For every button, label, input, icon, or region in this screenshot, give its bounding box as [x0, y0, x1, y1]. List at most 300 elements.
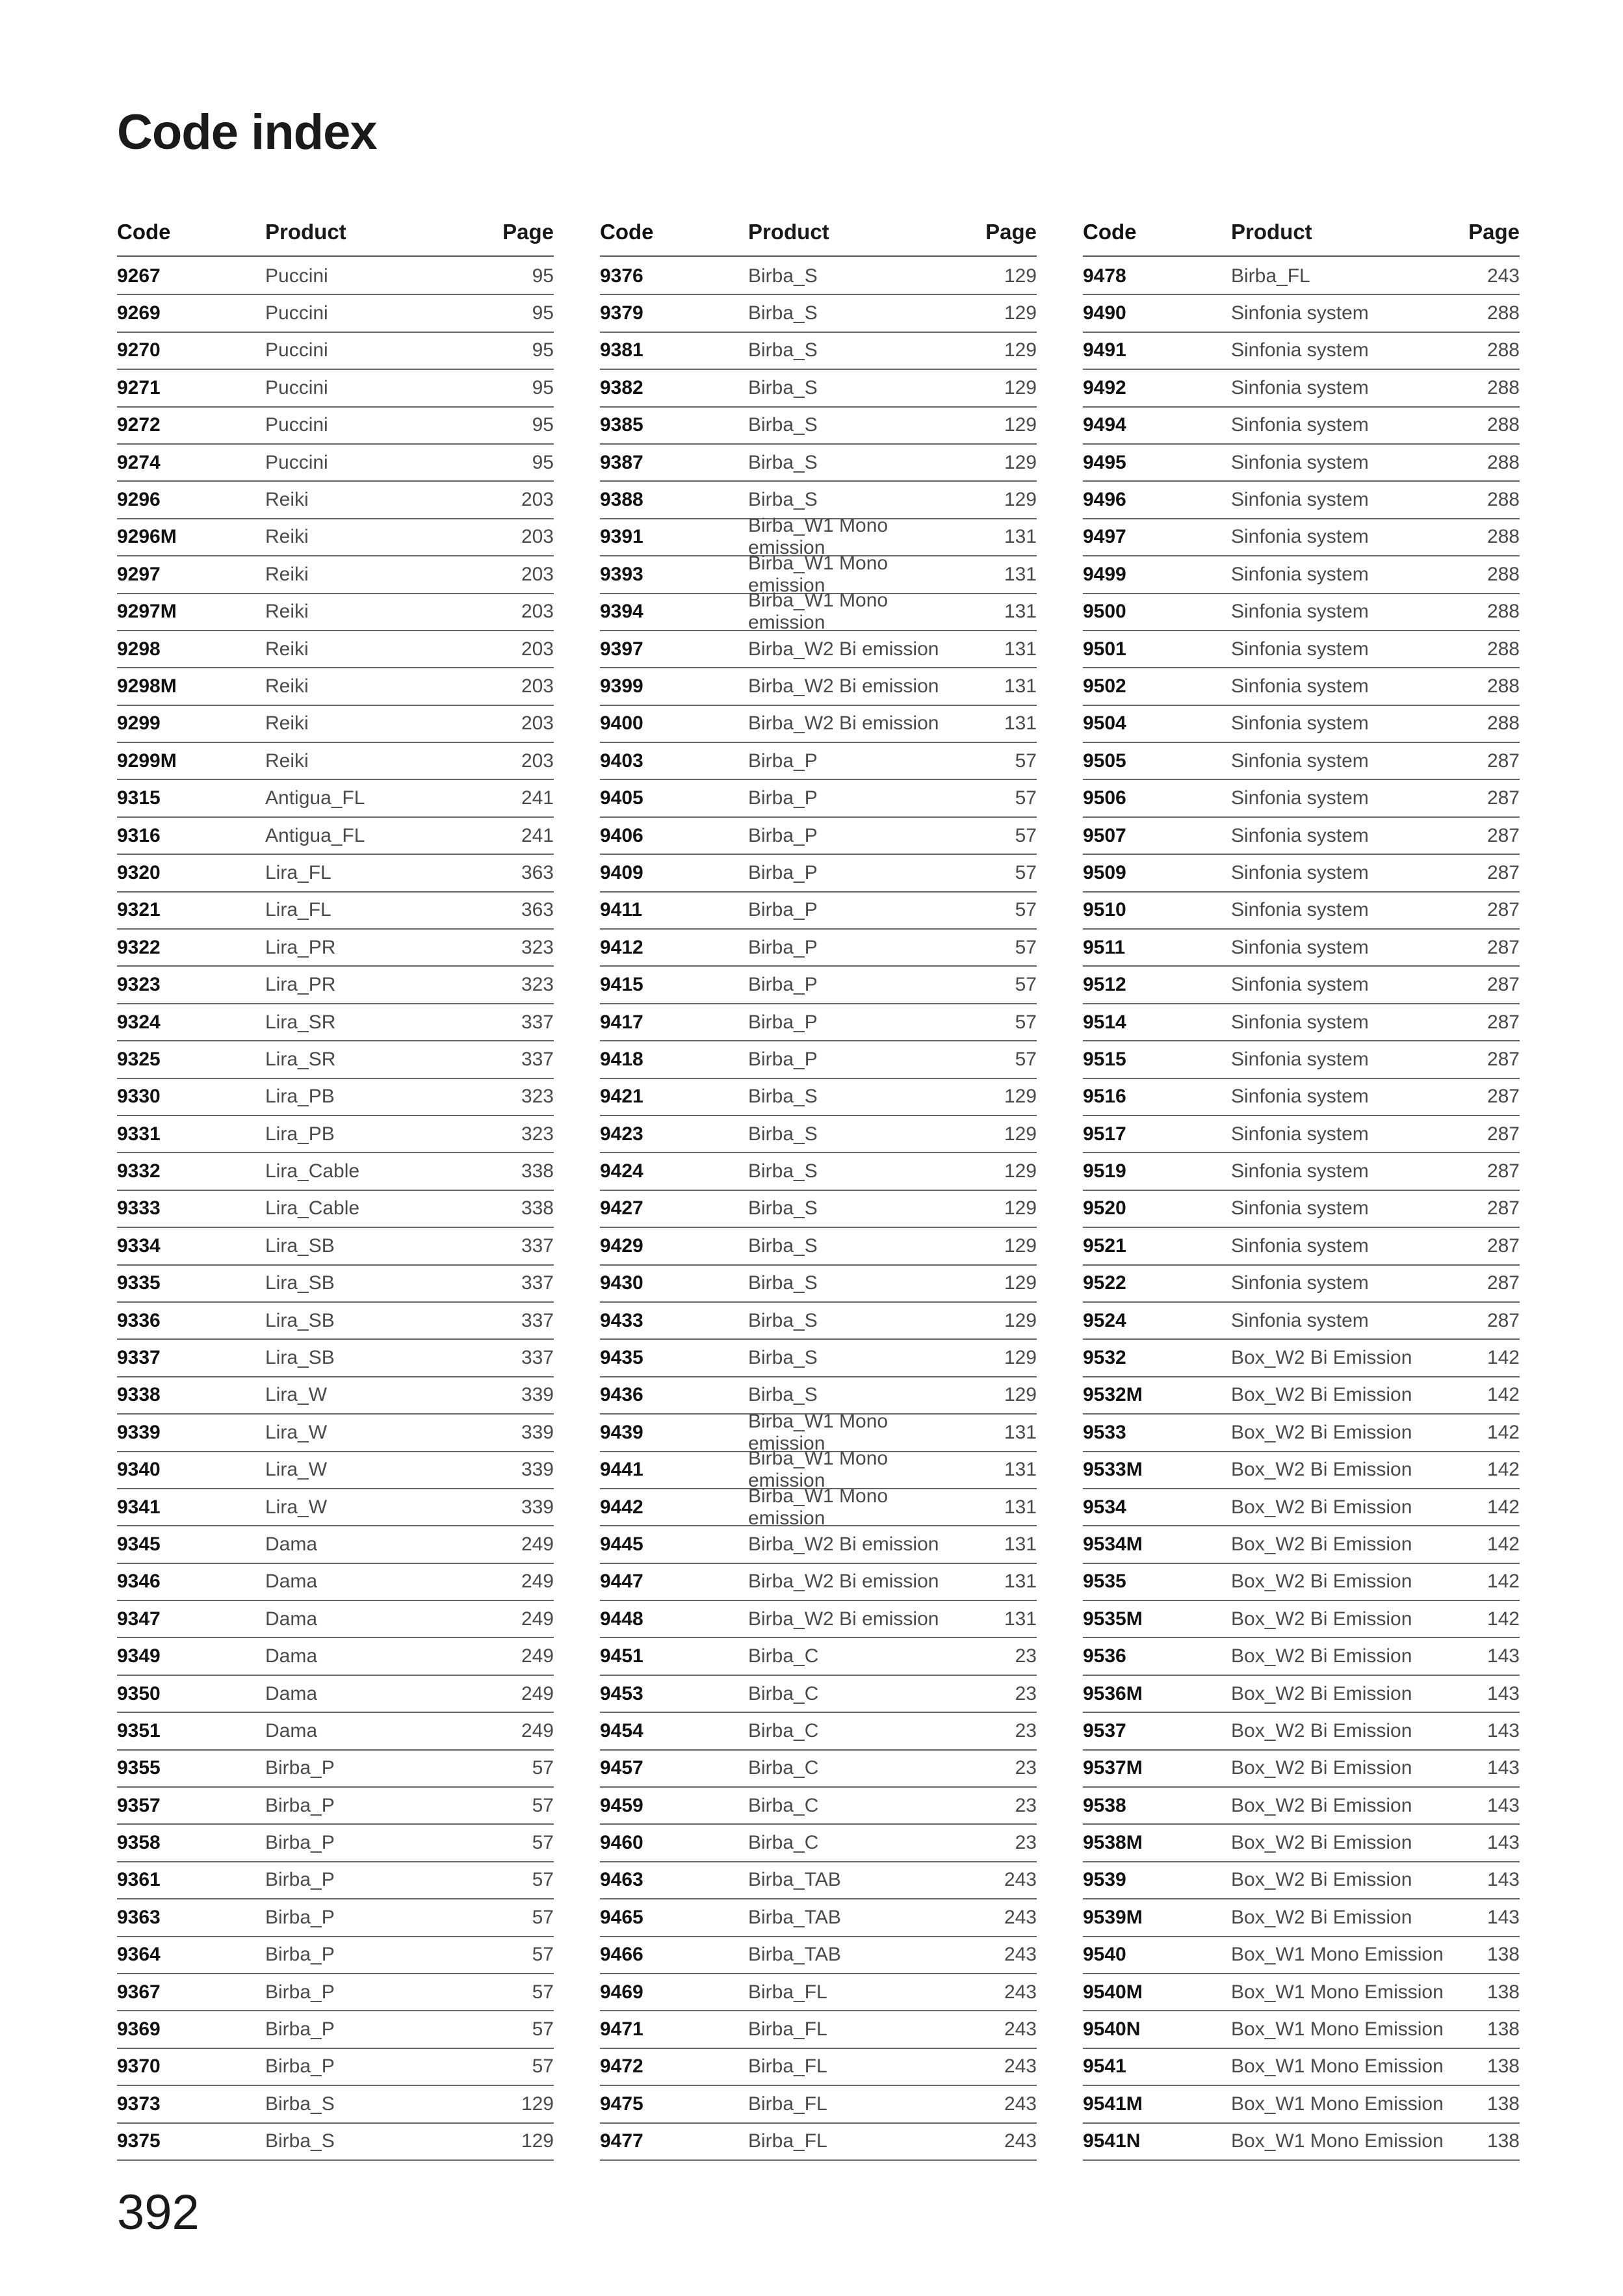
page-cell: 249	[521, 1682, 554, 1704]
table-row	[117, 258, 554, 295]
product-cell: Box_W2 Bi Emission	[1231, 1608, 1412, 1630]
product-cell: Box_W1 Mono Emission	[1231, 1944, 1444, 1966]
page-cell: 57	[532, 1869, 554, 1891]
code-cell: 9540N	[1083, 2018, 1141, 2041]
page-cell: 287	[1487, 1272, 1520, 1294]
code-cell: 9351	[117, 1719, 161, 1742]
code-cell: 9391	[600, 526, 643, 548]
code-cell: 9382	[600, 376, 643, 398]
product-cell: Birba_P	[265, 1794, 335, 1816]
code-cell: 9475	[600, 2093, 643, 2115]
product-cell: Antigua_FL	[265, 787, 365, 809]
product-cell: Birba_C	[748, 1757, 819, 1779]
code-cell: 9532M	[1083, 1384, 1143, 1406]
page-cell: 57	[1015, 1011, 1037, 1033]
code-cell: 9331	[117, 1123, 161, 1145]
index-rows	[117, 258, 554, 2161]
product-cell: Sinfonia system	[1231, 489, 1369, 511]
product-cell: Sinfonia system	[1231, 824, 1369, 846]
code-cell: 9441	[600, 1459, 643, 1481]
code-cell: 9447	[600, 1571, 643, 1593]
page-cell: 129	[1004, 265, 1037, 287]
table-row	[600, 1004, 1037, 1041]
code-cell: 9539	[1083, 1869, 1126, 1891]
product-cell: Birba_P	[265, 2055, 335, 2078]
code-cell: 9296	[117, 489, 161, 511]
table-row	[600, 1974, 1037, 2011]
page-cell: 337	[521, 1272, 554, 1294]
page-cell: 129	[1004, 302, 1037, 324]
page-cell: 288	[1487, 526, 1520, 548]
page-cell: 143	[1487, 1832, 1520, 1854]
table-row	[600, 780, 1037, 817]
product-cell: Lira_W	[265, 1459, 328, 1481]
page-cell: 131	[1004, 526, 1037, 548]
page-cell: 249	[521, 1719, 554, 1742]
table-row	[600, 855, 1037, 892]
product-cell: Birba_P	[748, 861, 818, 883]
code-cell: 9477	[600, 2130, 643, 2152]
code-cell: 9505	[1083, 750, 1126, 772]
page-cell: 138	[1487, 1944, 1520, 1966]
code-cell: 9451	[600, 1645, 643, 1667]
product-cell: Box_W1 Mono Emission	[1231, 2055, 1444, 2078]
page-cell: 142	[1487, 1384, 1520, 1406]
page-cell: 129	[1004, 1197, 1037, 1220]
page-cell: 129	[1004, 1234, 1037, 1257]
product-cell: Dama	[265, 1645, 318, 1667]
table-row	[117, 855, 554, 892]
table-row	[1083, 1415, 1520, 1452]
page-cell: 131	[1004, 601, 1037, 623]
product-cell: Birba_W2 Bi emission	[748, 1608, 939, 1630]
code-cell: 9381	[600, 339, 643, 361]
table-row	[117, 2086, 554, 2123]
table-row	[1083, 1041, 1520, 1078]
product-cell: Sinfonia system	[1231, 414, 1369, 436]
page-cell: 288	[1487, 302, 1520, 324]
table-row	[1083, 1676, 1520, 1713]
table-row	[117, 1713, 554, 1750]
code-cell: 9541N	[1083, 2130, 1141, 2152]
table-row	[1083, 818, 1520, 855]
page-cell: 129	[521, 2093, 554, 2115]
product-cell: Sinfonia system	[1231, 1160, 1369, 1182]
product-cell: Birba_C	[748, 1719, 819, 1742]
page-cell: 203	[521, 675, 554, 697]
page-cell: 57	[1015, 787, 1037, 809]
page-cell: 287	[1487, 824, 1520, 846]
product-cell: Box_W2 Bi Emission	[1231, 1571, 1412, 1593]
product-cell: Lira_Cable	[265, 1160, 360, 1182]
code-cell: 9375	[117, 2130, 161, 2152]
table-row	[600, 1191, 1037, 1228]
product-cell: Birba_S	[748, 1197, 818, 1220]
code-cell: 9376	[600, 265, 643, 287]
page-cell: 363	[521, 899, 554, 921]
product-cell: Sinfonia system	[1231, 1234, 1369, 1257]
code-cell: 9501	[1083, 638, 1126, 660]
product-cell: Sinfonia system	[1231, 451, 1369, 473]
code-cell: 9433	[600, 1309, 643, 1331]
code-cell: 9516	[1083, 1086, 1126, 1108]
page-cell: 131	[1004, 712, 1037, 735]
page-cell: 363	[521, 861, 554, 883]
page-cell: 57	[1015, 899, 1037, 921]
table-row	[117, 1638, 554, 1675]
page-cell: 243	[1004, 2018, 1037, 2041]
code-cell: 9511	[1083, 936, 1126, 958]
product-cell: Box_W2 Bi Emission	[1231, 1496, 1412, 1518]
table-row	[1083, 706, 1520, 743]
product-cell: Birba_S	[748, 376, 818, 398]
product-cell: Box_W2 Bi Emission	[1231, 1533, 1412, 1555]
code-cell: 9418	[600, 1048, 643, 1070]
code-cell: 9536	[1083, 1645, 1126, 1667]
code-cell: 9379	[600, 302, 643, 324]
product-cell: Sinfonia system	[1231, 936, 1369, 958]
product-cell: Birba_S	[748, 265, 818, 287]
product-cell: Birba_P	[265, 1981, 335, 2003]
page-cell: 288	[1487, 489, 1520, 511]
code-cell: 9296M	[117, 526, 177, 548]
table-row	[1083, 2124, 1520, 2161]
code-cell: 9364	[117, 1944, 161, 1966]
table-row	[1083, 668, 1520, 705]
code-cell: 9506	[1083, 787, 1126, 809]
product-cell: Birba_P	[265, 1944, 335, 1966]
table-row	[1083, 445, 1520, 482]
product-cell: Sinfonia system	[1231, 1197, 1369, 1220]
page-cell: 337	[521, 1048, 554, 1070]
table-row	[600, 515, 1037, 559]
table-row	[117, 1191, 554, 1228]
product-cell: Lira_Cable	[265, 1197, 360, 1220]
column-header-row	[600, 208, 1037, 257]
page-number: 392	[117, 2185, 200, 2240]
table-row	[1083, 930, 1520, 967]
page-cell: 287	[1487, 1160, 1520, 1182]
table-row	[1083, 1899, 1520, 1937]
product-cell: Lira_SB	[265, 1309, 335, 1331]
code-cell: 9465	[600, 1906, 643, 1928]
product-cell: Birba_S	[748, 339, 818, 361]
table-row	[1083, 1601, 1520, 1638]
page-cell: 131	[1004, 675, 1037, 697]
code-cell: 9271	[117, 376, 161, 398]
page-cell: 129	[1004, 1309, 1037, 1331]
product-cell: Puccini	[265, 339, 328, 361]
product-cell: Box_W2 Bi Emission	[1231, 1421, 1412, 1443]
code-cell: 9412	[600, 936, 643, 958]
table-row	[600, 1526, 1037, 1563]
page-cell: 203	[521, 750, 554, 772]
table-row	[600, 818, 1037, 855]
table-row	[117, 780, 554, 817]
code-cell: 9500	[1083, 601, 1126, 623]
code-cell: 9517	[1083, 1123, 1126, 1145]
table-row	[117, 2011, 554, 2048]
header-product: Product	[1231, 219, 1312, 244]
table-row	[117, 1825, 554, 1862]
page-cell: 129	[1004, 376, 1037, 398]
product-cell: Box_W2 Bi Emission	[1231, 1719, 1412, 1742]
table-row	[1083, 1191, 1520, 1228]
table-row	[1083, 1713, 1520, 1750]
page-cell: 241	[521, 787, 554, 809]
code-cell: 9429	[600, 1234, 643, 1257]
page-cell: 243	[1004, 2093, 1037, 2115]
table-row	[600, 370, 1037, 407]
page-cell: 339	[521, 1384, 554, 1406]
table-row	[600, 2124, 1037, 2161]
page-cell: 142	[1487, 1421, 1520, 1443]
table-row	[600, 333, 1037, 370]
page-cell: 57	[1015, 824, 1037, 846]
table-row	[600, 1638, 1037, 1675]
table-row	[117, 631, 554, 668]
code-cell: 9424	[600, 1160, 643, 1182]
code-cell: 9504	[1083, 712, 1126, 735]
page-cell: 143	[1487, 1719, 1520, 1742]
page-cell: 203	[521, 712, 554, 735]
code-cell: 9421	[600, 1086, 643, 1108]
code-cell: 9332	[117, 1160, 161, 1182]
table-row	[600, 1601, 1037, 1638]
code-cell: 9535	[1083, 1571, 1126, 1593]
product-cell: Dama	[265, 1682, 318, 1704]
code-cell: 9347	[117, 1608, 161, 1630]
header-product: Product	[265, 219, 346, 244]
code-cell: 9373	[117, 2093, 161, 2115]
code-cell: 9442	[600, 1496, 643, 1518]
product-cell: Birba_C	[748, 1794, 819, 1816]
table-row	[600, 1228, 1037, 1265]
code-cell: 9267	[117, 265, 161, 287]
page-cell: 131	[1004, 1571, 1037, 1593]
table-row	[117, 1415, 554, 1452]
page-cell: 138	[1487, 2093, 1520, 2115]
code-cell: 9497	[1083, 526, 1126, 548]
page-cell: 243	[1004, 1906, 1037, 1928]
product-cell: Birba_FL	[748, 2130, 827, 2152]
product-cell: Lira_SR	[265, 1011, 336, 1033]
code-cell: 9338	[117, 1384, 161, 1406]
page-cell: 143	[1487, 1869, 1520, 1891]
table-row	[1083, 258, 1520, 295]
code-cell: 9397	[600, 638, 643, 660]
product-cell: Birba_S	[748, 1272, 818, 1294]
product-cell: Birba_W1 Mono emission	[748, 1410, 889, 1454]
page-cell: 323	[521, 1123, 554, 1145]
code-cell: 9405	[600, 787, 643, 809]
product-cell: Lira_W	[265, 1384, 328, 1406]
table-row	[117, 295, 554, 332]
product-cell: Puccini	[265, 451, 328, 473]
product-cell: Birba_P	[748, 787, 818, 809]
index-rows	[600, 258, 1037, 2161]
product-cell: Reiki	[265, 638, 309, 660]
page-cell: 129	[1004, 1272, 1037, 1294]
product-cell: Sinfonia system	[1231, 675, 1369, 697]
table-row	[1083, 1526, 1520, 1563]
code-cell: 9297M	[117, 601, 177, 623]
table-row	[117, 1004, 554, 1041]
table-row	[1083, 408, 1520, 445]
product-cell: Sinfonia system	[1231, 1309, 1369, 1331]
table-row	[1083, 1862, 1520, 1899]
code-cell: 9538	[1083, 1794, 1126, 1816]
code-cell: 9298M	[117, 675, 177, 697]
page-cell: 249	[521, 1608, 554, 1630]
product-cell: Birba_FL	[748, 2093, 827, 2115]
page-cell: 143	[1487, 1645, 1520, 1667]
page-cell: 243	[1004, 1981, 1037, 2003]
page-cell: 243	[1487, 265, 1520, 287]
table-row	[600, 552, 1037, 596]
page-cell: 287	[1487, 1309, 1520, 1331]
code-cell: 9538M	[1083, 1832, 1143, 1854]
product-cell: Birba_S	[748, 1384, 818, 1406]
table-row	[1083, 1825, 1520, 1862]
table-row	[600, 1713, 1037, 1750]
code-cell: 9357	[117, 1794, 161, 1816]
product-cell: Reiki	[265, 563, 309, 585]
table-row	[1083, 519, 1520, 556]
product-cell: Box_W2 Bi Emission	[1231, 1384, 1412, 1406]
table-row	[1083, 1004, 1520, 1041]
product-cell: Dama	[265, 1533, 318, 1555]
product-cell: Lira_PB	[265, 1123, 335, 1145]
header-page: Page	[985, 219, 1037, 244]
code-cell: 9514	[1083, 1011, 1126, 1033]
table-row	[600, 1340, 1037, 1377]
table-row	[1083, 1303, 1520, 1340]
table-row	[1083, 556, 1520, 594]
code-cell: 9322	[117, 936, 161, 958]
product-cell: Lira_PR	[265, 936, 336, 958]
product-cell: Box_W2 Bi Emission	[1231, 1682, 1412, 1704]
table-row	[600, 930, 1037, 967]
code-cell: 9340	[117, 1459, 161, 1481]
product-cell: Birba_S	[265, 2130, 335, 2152]
page-cell: 57	[532, 1794, 554, 1816]
product-cell: Sinfonia system	[1231, 376, 1369, 398]
table-row	[117, 408, 554, 445]
product-cell: Reiki	[265, 489, 309, 511]
product-cell: Puccini	[265, 414, 328, 436]
product-cell: Birba_P	[265, 1869, 335, 1891]
page-cell: 287	[1487, 1011, 1520, 1033]
page-cell: 57	[532, 1757, 554, 1779]
page-cell: 288	[1487, 376, 1520, 398]
product-cell: Box_W2 Bi Emission	[1231, 1347, 1412, 1369]
page-cell: 129	[1004, 1123, 1037, 1145]
code-cell: 9270	[117, 339, 161, 361]
product-cell: Sinfonia system	[1231, 302, 1369, 324]
product-cell: Sinfonia system	[1231, 787, 1369, 809]
page-cell: 129	[1004, 489, 1037, 511]
page-cell: 57	[1015, 750, 1037, 772]
code-cell: 9298	[117, 638, 161, 660]
product-cell: Box_W2 Bi Emission	[1231, 1832, 1412, 1854]
code-cell: 9491	[1083, 339, 1126, 361]
product-cell: Reiki	[265, 712, 309, 735]
code-cell: 9399	[600, 675, 643, 697]
page-cell: 138	[1487, 1981, 1520, 2003]
page-cell: 57	[532, 2018, 554, 2041]
page-cell: 288	[1487, 563, 1520, 585]
table-row	[1083, 1452, 1520, 1489]
product-cell: Sinfonia system	[1231, 750, 1369, 772]
page-cell: 131	[1004, 563, 1037, 585]
product-cell: Lira_SB	[265, 1347, 335, 1369]
page-cell: 131	[1004, 1608, 1037, 1630]
page-cell: 57	[1015, 861, 1037, 883]
code-cell: 9495	[1083, 451, 1126, 473]
code-cell: 9496	[1083, 489, 1126, 511]
table-row	[117, 1751, 554, 1788]
product-cell: Sinfonia system	[1231, 1011, 1369, 1033]
header-code: Code	[117, 219, 171, 244]
table-row	[600, 1303, 1037, 1340]
page-cell: 203	[521, 638, 554, 660]
code-cell: 9466	[600, 1944, 643, 1966]
code-cell: 9350	[117, 1682, 161, 1704]
table-row	[1083, 2011, 1520, 2048]
page-cell: 249	[521, 1533, 554, 1555]
code-cell: 9515	[1083, 1048, 1126, 1070]
code-cell: 9269	[117, 302, 161, 324]
table-row	[600, 1041, 1037, 1078]
product-cell: Birba_W1 Mono emission	[748, 1448, 889, 1492]
product-cell: Birba_W1 Mono emission	[748, 515, 889, 559]
product-cell: Lira_PR	[265, 974, 336, 996]
page-cell: 57	[1015, 936, 1037, 958]
page-cell: 129	[1004, 339, 1037, 361]
table-row	[117, 1937, 554, 1974]
code-cell: 9540M	[1083, 1981, 1143, 2003]
code-cell: 9345	[117, 1533, 161, 1555]
page-cell: 287	[1487, 750, 1520, 772]
product-cell: Sinfonia system	[1231, 1123, 1369, 1145]
table-row	[117, 482, 554, 519]
page-cell: 131	[1004, 1459, 1037, 1481]
code-cell: 9411	[600, 899, 643, 921]
page-cell: 23	[1015, 1832, 1037, 1854]
code-cell: 9536M	[1083, 1682, 1143, 1704]
page-cell: 323	[521, 974, 554, 996]
page-cell: 23	[1015, 1757, 1037, 1779]
table-row	[117, 818, 554, 855]
table-row	[1083, 1788, 1520, 1825]
product-cell: Sinfonia system	[1231, 974, 1369, 996]
product-cell: Birba_S	[748, 451, 818, 473]
table-row	[600, 1377, 1037, 1415]
header-page: Page	[502, 219, 554, 244]
code-cell: 9540	[1083, 1944, 1126, 1966]
product-cell: Birba_W2 Bi emission	[748, 1533, 939, 1555]
code-cell: 9361	[117, 1869, 161, 1891]
page-cell: 243	[1004, 2130, 1037, 2152]
table-row	[1083, 2086, 1520, 2123]
table-row	[117, 519, 554, 556]
page-cell: 129	[1004, 451, 1037, 473]
table-row	[600, 590, 1037, 634]
table-row	[1083, 1564, 1520, 1601]
product-cell: Dama	[265, 1608, 318, 1630]
table-row	[1083, 1266, 1520, 1303]
